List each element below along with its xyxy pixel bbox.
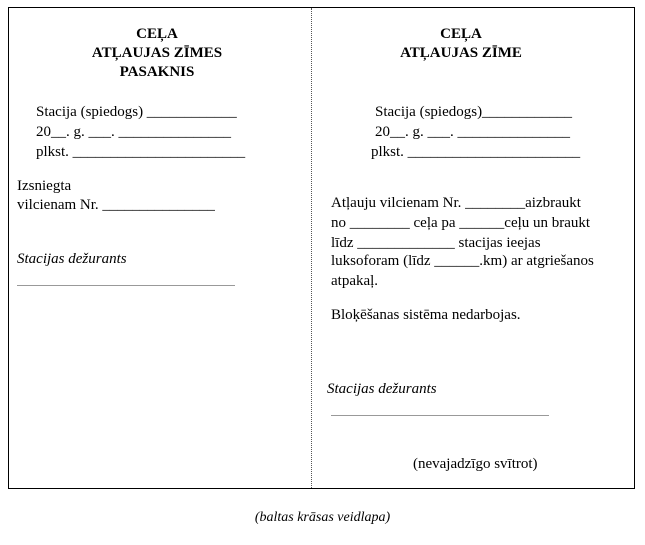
permit-strike-note: (nevajadzīgo svītrot) — [413, 456, 538, 472]
permit-station-line: Stacija (spiedogs)____________ — [375, 104, 573, 120]
stub-title-line-1: CEĻA — [136, 26, 178, 42]
stub-signature-line — [17, 285, 235, 286]
permit-signature-line — [331, 415, 549, 416]
stub-time-line: plkst. _______________________ — [36, 144, 246, 160]
form-caption: (baltas krāsas veidlapa) — [254, 510, 391, 525]
permit-blocking-note: Bloķēšanas sistēma nedarbojas. — [331, 307, 521, 323]
stub-title-line-3: PASAKNIS — [119, 64, 195, 80]
permit-text-line-4: luksoforam (līdz ______.km) ar atgriešanos — [331, 253, 594, 269]
permit-text-line-3: līdz _____________ stacijas ieejas — [331, 235, 541, 251]
permit-duty-officer-label: Stacijas dežurants — [327, 381, 437, 397]
stub-station-line: Stacija (spiedogs) ____________ — [36, 104, 237, 120]
permit-time-line: plkst. _______________________ — [371, 144, 581, 160]
stub-date-line: 20__. g. ___. _______________ — [36, 124, 231, 140]
permit-text-line-5: atpakaļ. — [331, 273, 379, 289]
permit-form — [8, 7, 635, 489]
stub-train-line: vilcienam Nr. _______________ — [17, 197, 215, 213]
permit-date-line: 20__. g. ___. _______________ — [375, 124, 570, 140]
stub-issued-label: Izsniegta — [17, 178, 72, 194]
stub-duty-officer-label: Stacijas dežurants — [17, 251, 127, 267]
permit-text-line-1: Atļauju vilcienam Nr. ________aizbraukt — [331, 195, 581, 211]
stub-title-line-2: ATĻAUJAS ZĪMES — [91, 45, 223, 61]
tear-line — [311, 8, 312, 488]
permit-title-line-1: CEĻA — [440, 26, 482, 42]
permit-text-line-2: no ________ ceļa pa ______ceļu un braukt — [331, 215, 591, 231]
permit-title-line-2: ATĻAUJAS ZĪME — [400, 45, 522, 61]
